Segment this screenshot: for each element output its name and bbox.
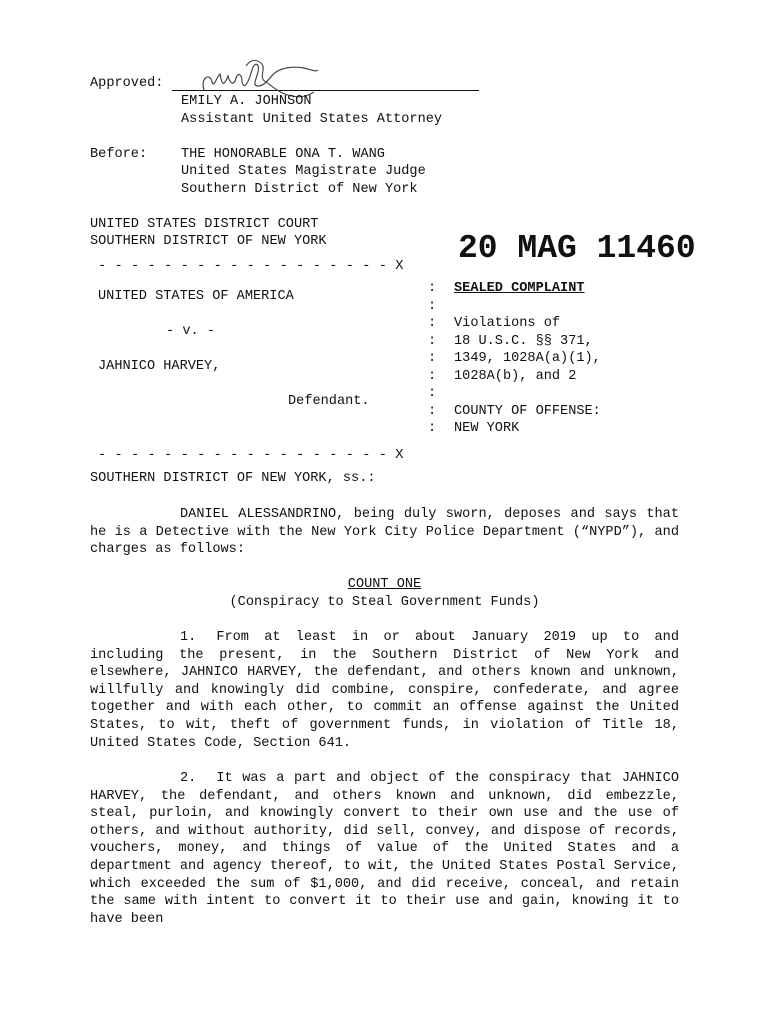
defendant-name: JAHNICO HARVEY,: [98, 359, 221, 374]
approver-title: Assistant United States Attorney: [181, 112, 443, 127]
before-label: Before:: [90, 147, 148, 162]
county-label: COUNTY OF OFFENSE:: [454, 404, 601, 419]
caption-colon: :: [428, 351, 437, 366]
violations-line: Violations of: [454, 316, 561, 331]
caption-colon: :: [428, 386, 437, 401]
caption-colon: :: [428, 281, 437, 296]
caption-colon: :: [428, 299, 437, 314]
judge-district: Southern District of New York: [181, 182, 418, 197]
paragraph-number: 1.: [180, 630, 197, 645]
complaint-title: SEALED COMPLAINT: [454, 281, 585, 296]
case-number: 20 MAG 11460: [458, 230, 696, 267]
count-heading: COUNT ONE: [347, 577, 422, 592]
caption-top-rule: - - - - - - - - - - - - - - - - - - X: [98, 259, 404, 274]
caption-colon: :: [428, 316, 437, 331]
caption-colon: :: [428, 404, 437, 419]
caption-colon: :: [428, 421, 437, 436]
court-district: SOUTHERN DISTRICT OF NEW YORK: [90, 234, 327, 249]
numbered-paragraph: [90, 629, 679, 752]
judge-name: THE HONORABLE ONA T. WANG: [181, 147, 385, 162]
judge-title: United States Magistrate Judge: [181, 164, 426, 179]
violations-line: 18 U.S.C. §§ 371,: [454, 334, 593, 349]
county-value: NEW YORK: [454, 421, 520, 436]
intro-paragraph: DANIEL ALESSANDRINO, being duly sworn, deposes and says that he is a Detective with the New York City Police Department (“NYPD”), and charges as follows:: [90, 507, 679, 558]
approved-label: Approved:: [90, 76, 164, 91]
court-name: UNITED STATES DISTRICT COURT: [90, 217, 319, 232]
approver-name: EMILY A. JOHNSON: [181, 94, 312, 109]
violations-line: 1349, 1028A(a)(1),: [454, 351, 601, 366]
count-subheading: (Conspiracy to Steal Government Funds): [229, 595, 540, 610]
caption-colon: :: [428, 334, 437, 349]
paragraph-text: It was a part and object of the conspiracy that JAHNICO HARVEY, the defendant, and others known and unknown, did embezzle, steal, purloin, and knowingly convert to their own use and the use of others, and without authority, did sell, convey, and dispose of records, vouchers, money, and things of value of the United States and a department and agency thereof, to wit, the United States Postal Service, which exceeded the sum of $1,000, and did receive, conceal, and retain the same with intent to convert it to their use and gain, knowing it to have been: [90, 771, 679, 927]
versus-label: - v. -: [166, 324, 215, 339]
caption-colon: :: [428, 369, 437, 384]
numbered-paragraph: [90, 770, 679, 928]
caption-bottom-rule: - - - - - - - - - - - - - - - - - - X: [98, 448, 404, 463]
venue-line: SOUTHERN DISTRICT OF NEW YORK, ss.:: [90, 471, 376, 486]
paragraph-number: 2.: [180, 771, 197, 786]
paragraph-text: From at least in or about January 2019 up to and including the present, in the Southern District of New York and elsewhere, JAHNICO HARVEY, the defendant, and others known and unknown, willfully and knowingly did combine, conspire, confederate, and agree together and with each other, to commit an offense against the United States, to wit, theft of government funds, in violation of Title 18, United States Code, Section 641.: [90, 630, 679, 751]
violations-line: 1028A(b), and 2: [454, 369, 577, 384]
plaintiff-name: UNITED STATES OF AMERICA: [98, 289, 294, 304]
defendant-label: Defendant.: [288, 394, 370, 409]
